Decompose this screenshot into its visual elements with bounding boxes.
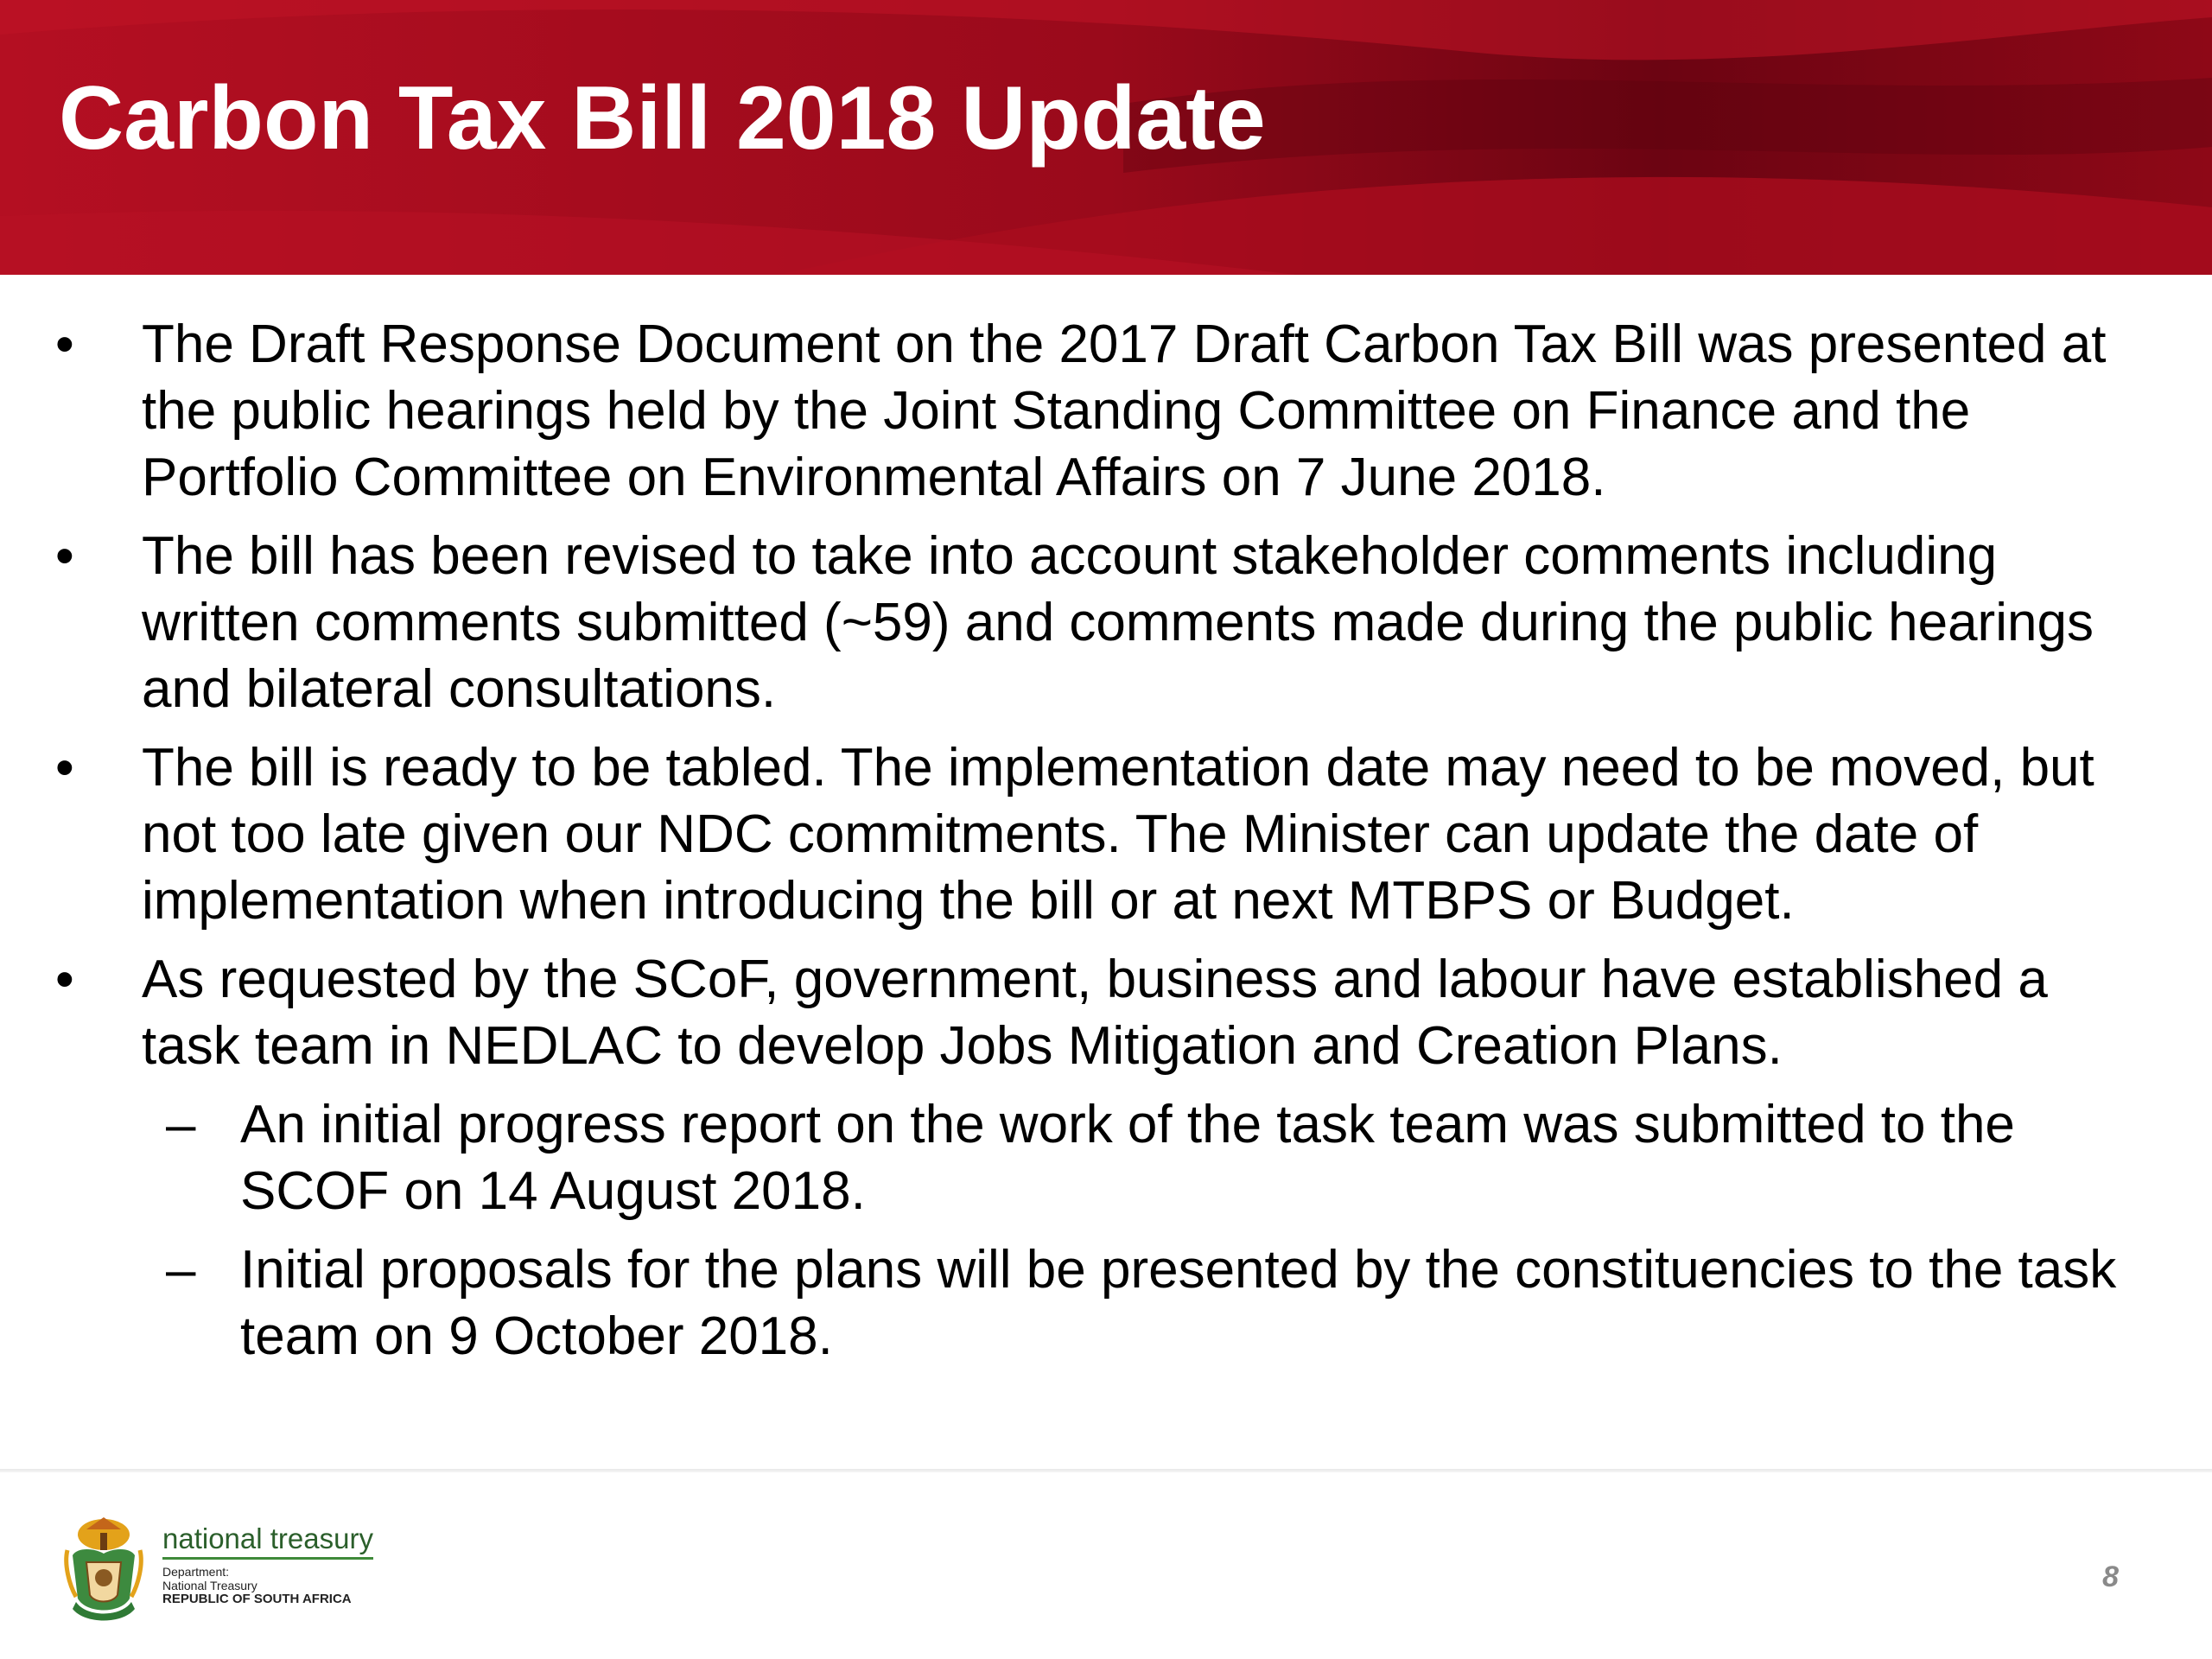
sub-bullet-marker: – xyxy=(166,1240,196,1300)
sub-bullet-marker: – xyxy=(166,1095,196,1154)
sub-bullet-item xyxy=(142,1091,2160,1224)
country-name: REPUBLIC OF SOUTH AFRICA xyxy=(162,1592,352,1606)
slide-header xyxy=(0,0,2212,275)
bullet-item xyxy=(0,734,2212,934)
bullet-marker: • xyxy=(55,526,74,586)
bullet-list xyxy=(0,311,2212,1370)
bullet-text: The Draft Response Document on the 2017 Draft Carbon Tax Bill was presented at the public hearings held by the Joint Standing Committee on Finance and the Portfolio Committee on Environmental Affairs on 7 June 2018. xyxy=(142,315,2107,507)
sub-bullet-item xyxy=(142,1236,2160,1370)
department-name: National Treasury xyxy=(162,1579,257,1592)
slide-body xyxy=(0,311,2212,1382)
bullet-text: As requested by the SCoF, government, business and labour have established a task team in NEDLAC to develop Jobs Mitigation and Creation Plans. xyxy=(142,950,2048,1076)
bullet-item xyxy=(0,523,2212,722)
bullet-marker: • xyxy=(55,950,74,1009)
bullet-text: The bill is ready to be tabled. The implementation date may need to be moved, but not too late given our NDC commitments. The Minister can update the date of implementation when introducing the bill or at next MTBPS or Budget. xyxy=(142,738,2094,931)
slide-title: Carbon Tax Bill 2018 Update xyxy=(59,68,1266,168)
bullet-marker: • xyxy=(55,315,74,374)
page-number: 8 xyxy=(2102,1560,2119,1593)
brand-name: national treasury xyxy=(162,1522,373,1560)
sub-bullet-list xyxy=(142,1091,2160,1370)
coat-of-arms-icon xyxy=(60,1512,147,1624)
bullet-text: The bill has been revised to take into account stakeholder comments including written comments submitted (~59) and comments made during the public hearings and bilateral consultations. xyxy=(142,526,2094,719)
footer-divider xyxy=(0,1469,2212,1472)
bullet-marker: • xyxy=(55,738,74,798)
department-label: Department: xyxy=(162,1565,230,1579)
bullet-item xyxy=(0,311,2212,511)
sub-bullet-text: An initial progress report on the work of the task team was submitted to the SCOF on 14 August 2018. xyxy=(240,1095,2015,1221)
bullet-item xyxy=(0,946,2212,1370)
footer-brand xyxy=(162,1522,373,1606)
sub-bullet-text: Initial proposals for the plans will be presented by the constituencies to the task team on 9 October 2018. xyxy=(240,1240,2117,1366)
